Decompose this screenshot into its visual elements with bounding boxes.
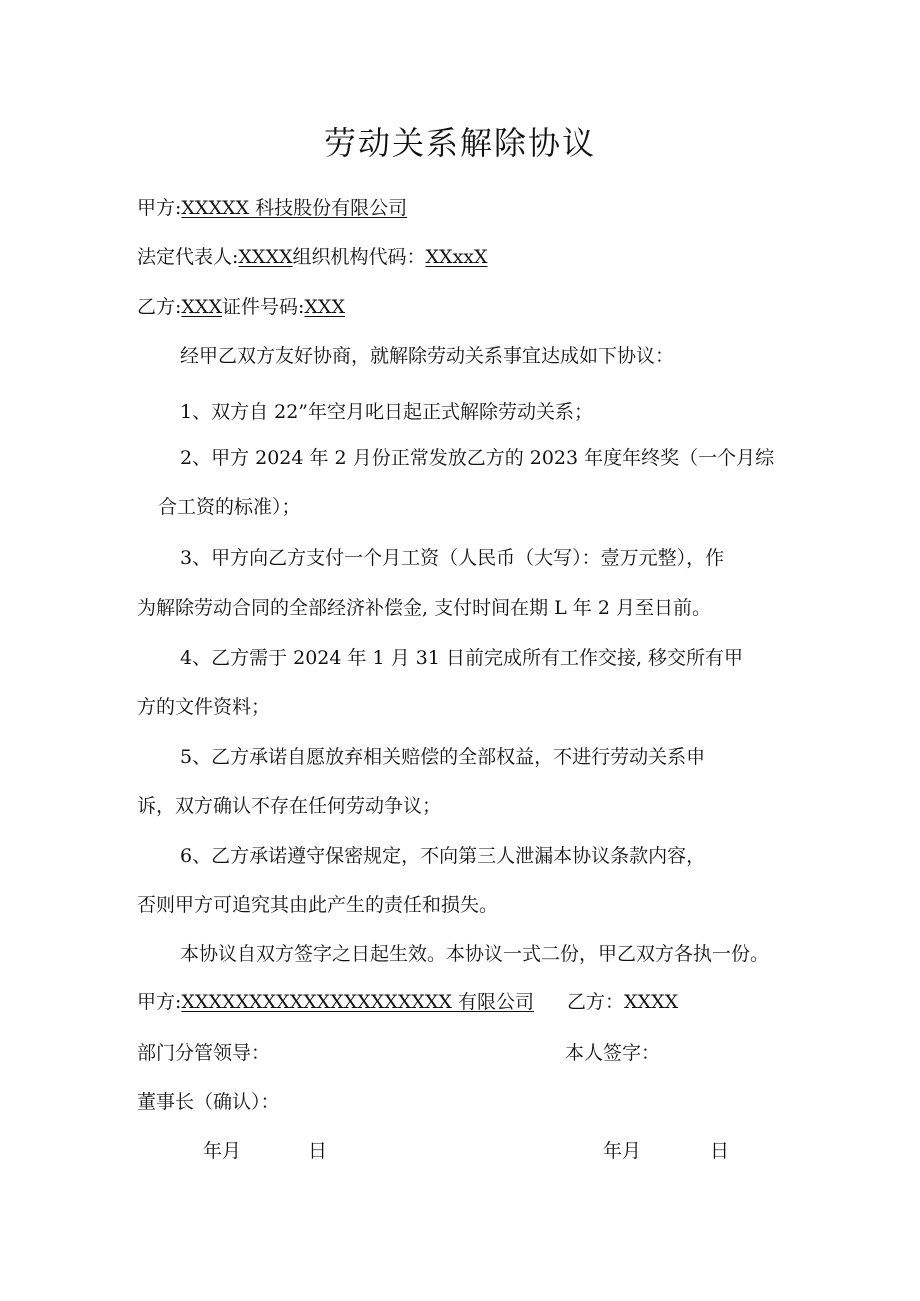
self-sign-label: 本人签字：	[565, 1042, 661, 1064]
date-left-year-month: 年月	[203, 1140, 242, 1162]
date-right-day: 日	[710, 1140, 730, 1162]
clause-3-line-2: 为解除劳动合同的全部经济补偿金, 支付时间在期 L 年 2 月至日前。	[137, 597, 711, 619]
chairman-confirm-label: 董事长（确认）：	[137, 1091, 280, 1113]
clause-5-line-2: 诉，双方确认不存在任何劳动争议；	[137, 795, 442, 817]
party-b-line	[137, 293, 345, 321]
id-number-value: XXX	[304, 296, 345, 318]
page-title: 劳动关系解除协议	[323, 124, 596, 162]
party-b-label: 乙方:	[137, 296, 182, 318]
legal-rep-label: 法定代表人:	[137, 246, 239, 268]
dept-leader-label: 部门分管领导：	[137, 1042, 271, 1064]
sig-party-b-value: XXXX	[624, 991, 679, 1013]
party-a-label: 甲方:	[137, 197, 182, 219]
clause-6-line-1: 6、乙方承诺遵守保密规定，不向第三人泄漏本协议条款内容，	[180, 845, 706, 867]
clause-4-line-2: 方的文件资料；	[137, 696, 271, 718]
party-a-line	[137, 194, 407, 222]
party-b-value: XXX	[181, 296, 222, 318]
clause-2-line-2: 合工资的标准）；	[158, 496, 301, 518]
signature-party-a	[137, 988, 534, 1016]
org-code-label: 组织机构代码：	[292, 246, 426, 268]
id-number-label: 证件号码:	[222, 296, 305, 318]
clause-2-line-1: 2、甲方 2024 年 2 月份正常发放乙方的 2023 年度年终奖（一个月综	[180, 447, 775, 469]
sig-party-b-label: 乙方：	[567, 991, 625, 1013]
org-code-value: XXxxX	[425, 246, 488, 268]
date-right-year-month: 年月	[603, 1140, 642, 1162]
sig-party-a-value: XXXXXXXXXXXXXXXXXXXX 有限公司	[181, 991, 534, 1013]
clause-3-line-1: 3、甲方向乙方支付一个月工资（人民币（大写）：壹万元整），作	[180, 547, 725, 569]
sig-party-a-label: 甲方:	[137, 991, 182, 1013]
effect-paragraph: 本协议自双方签字之日起生效。本协议一式二份，甲乙双方各执一份。	[180, 943, 770, 965]
legal-rep-value: XXXX	[238, 246, 293, 268]
clause-6-line-2: 否则甲方可追究其由此产生的责任和损失。	[137, 894, 499, 916]
intro-paragraph: 经甲乙双方友好协商，就解除劳动关系事宜达成如下协议：	[180, 345, 675, 367]
party-a-value: XXXXX 科技股份有限公司	[181, 197, 408, 219]
signature-party-b	[567, 988, 678, 1016]
clause-4-line-1: 4、乙方需于 2024 年 1 月 31 日前完成所有工作交接, 移交所有甲	[180, 647, 744, 669]
date-left-day: 日	[308, 1140, 328, 1162]
clause-1: 1、双方自 22”年空月叱日起正式解除劳动关系；	[180, 401, 594, 423]
clause-5-line-1: 5、乙方承诺自愿放弃相关赔偿的全部权益，不进行劳动关系申	[180, 746, 706, 768]
legal-rep-line	[137, 243, 488, 271]
